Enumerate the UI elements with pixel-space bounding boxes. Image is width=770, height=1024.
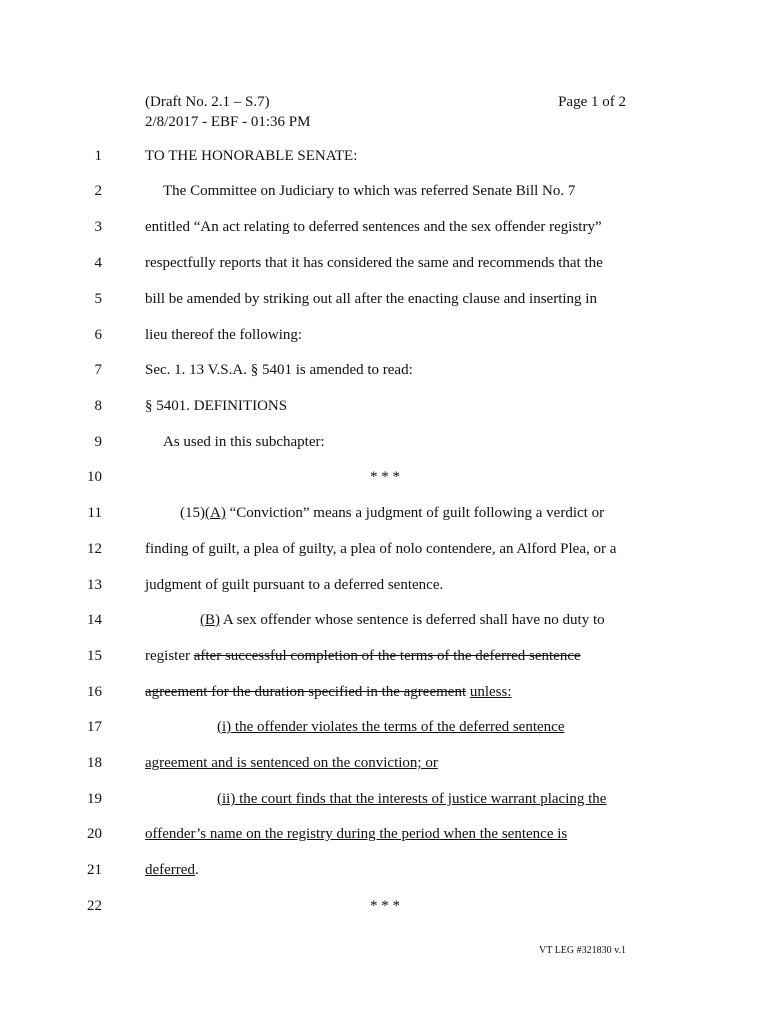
line-text bbox=[145, 683, 512, 701]
inserted-text: (ii) the court finds that the interests of justice warrant placing the bbox=[217, 791, 607, 807]
line-number: 16 bbox=[87, 684, 102, 700]
line-number: 21 bbox=[87, 862, 102, 878]
text-segment: finding of guilt, a plea of guilty, a plea of nolo contendere, an Alford Plea, or a bbox=[145, 541, 617, 557]
inserted-text: offender’s name on the registry during the period when the sentence is bbox=[145, 826, 568, 842]
text-segment: * * * bbox=[370, 898, 400, 914]
text-segment: register bbox=[145, 648, 194, 664]
line-number: 7 bbox=[94, 362, 102, 378]
line-text bbox=[145, 861, 199, 879]
line-text bbox=[145, 576, 443, 594]
line-number: 5 bbox=[94, 291, 102, 307]
inserted-text: deferred bbox=[145, 862, 195, 878]
line-number: 8 bbox=[94, 398, 102, 414]
line-text bbox=[145, 290, 597, 308]
line-text bbox=[145, 540, 616, 558]
text-segment: entitled “An act relating to deferred sentences and the sex offender registry” bbox=[145, 219, 602, 235]
inserted-text: unless: bbox=[469, 684, 512, 700]
text-segment: TO THE HONORABLE SENATE: bbox=[145, 148, 358, 164]
line-number: 11 bbox=[87, 505, 102, 521]
line-text bbox=[145, 397, 287, 415]
inserted-text: (A) bbox=[205, 505, 226, 521]
text-segment: As used in this subchapter: bbox=[163, 434, 325, 450]
line-text bbox=[145, 468, 625, 486]
line-number: 1 bbox=[94, 148, 102, 164]
line-number: 13 bbox=[87, 577, 102, 593]
inserted-text: agreement and is sentenced on the conviction; or bbox=[145, 755, 438, 771]
struck-text: after successful completion of the terms of the deferred sentence bbox=[193, 648, 581, 664]
text-segment: A sex offender whose sentence is deferred shall have no duty to bbox=[220, 612, 605, 628]
date-line: 2/8/2017 - EBF - 01:36 PM bbox=[145, 114, 311, 130]
text-segment: * * * bbox=[370, 469, 400, 485]
text-segment: bill be amended by striking out all after the enacting clause and inserting in bbox=[145, 291, 597, 307]
line-number: 15 bbox=[87, 648, 102, 664]
struck-text: agreement for the duration specified in the agreement bbox=[145, 684, 467, 700]
text-segment: (15) bbox=[180, 505, 205, 521]
line-text bbox=[217, 790, 606, 808]
line-text bbox=[145, 647, 581, 665]
text-segment: respectfully reports that it has considered the same and recommends that the bbox=[145, 255, 603, 271]
line-text bbox=[145, 825, 567, 843]
line-text bbox=[217, 718, 564, 736]
draft-label: (Draft No. 2.1 – S.7) bbox=[145, 94, 270, 110]
line-number: 3 bbox=[94, 219, 102, 235]
footer-id: VT LEG #321830 v.1 bbox=[539, 945, 626, 956]
line-text bbox=[145, 754, 438, 772]
text-segment: Sec. 1. 13 V.S.A. § 5401 is amended to read: bbox=[145, 362, 413, 378]
text-segment: judgment of guilt pursuant to a deferred sentence. bbox=[145, 577, 444, 593]
text-segment: The Committee on Judiciary to which was referred Senate Bill No. 7 bbox=[163, 183, 576, 199]
line-number: 6 bbox=[94, 327, 102, 343]
inserted-text: (B) bbox=[200, 612, 220, 628]
line-number: 17 bbox=[87, 719, 102, 735]
line-text bbox=[163, 433, 325, 451]
line-text bbox=[145, 361, 413, 379]
line-number: 20 bbox=[87, 826, 102, 842]
line-text bbox=[145, 218, 602, 236]
line-text bbox=[200, 611, 605, 629]
line-text bbox=[145, 147, 357, 165]
line-text bbox=[145, 897, 625, 915]
line-number: 2 bbox=[94, 183, 102, 199]
inserted-text: (i) the offender violates the terms of the deferred sentence bbox=[217, 719, 565, 735]
text-segment: . bbox=[194, 862, 199, 878]
text-segment: lieu thereof the following: bbox=[145, 327, 303, 343]
line-number: 9 bbox=[94, 434, 102, 450]
line-text bbox=[145, 254, 603, 272]
line-number: 4 bbox=[94, 255, 102, 271]
line-text bbox=[180, 504, 604, 522]
line-number: 12 bbox=[87, 541, 102, 557]
page-number: Page 1 of 2 bbox=[558, 94, 626, 110]
line-number: 19 bbox=[87, 791, 102, 807]
line-number: 14 bbox=[87, 612, 102, 628]
text-segment: “Conviction” means a judgment of guilt following a verdict or bbox=[225, 505, 605, 521]
line-text bbox=[163, 182, 575, 200]
line-number: 10 bbox=[87, 469, 102, 485]
text-segment: § 5401. DEFINITIONS bbox=[145, 398, 288, 414]
line-text bbox=[145, 326, 302, 344]
line-number: 22 bbox=[87, 898, 102, 914]
line-number: 18 bbox=[87, 755, 102, 771]
